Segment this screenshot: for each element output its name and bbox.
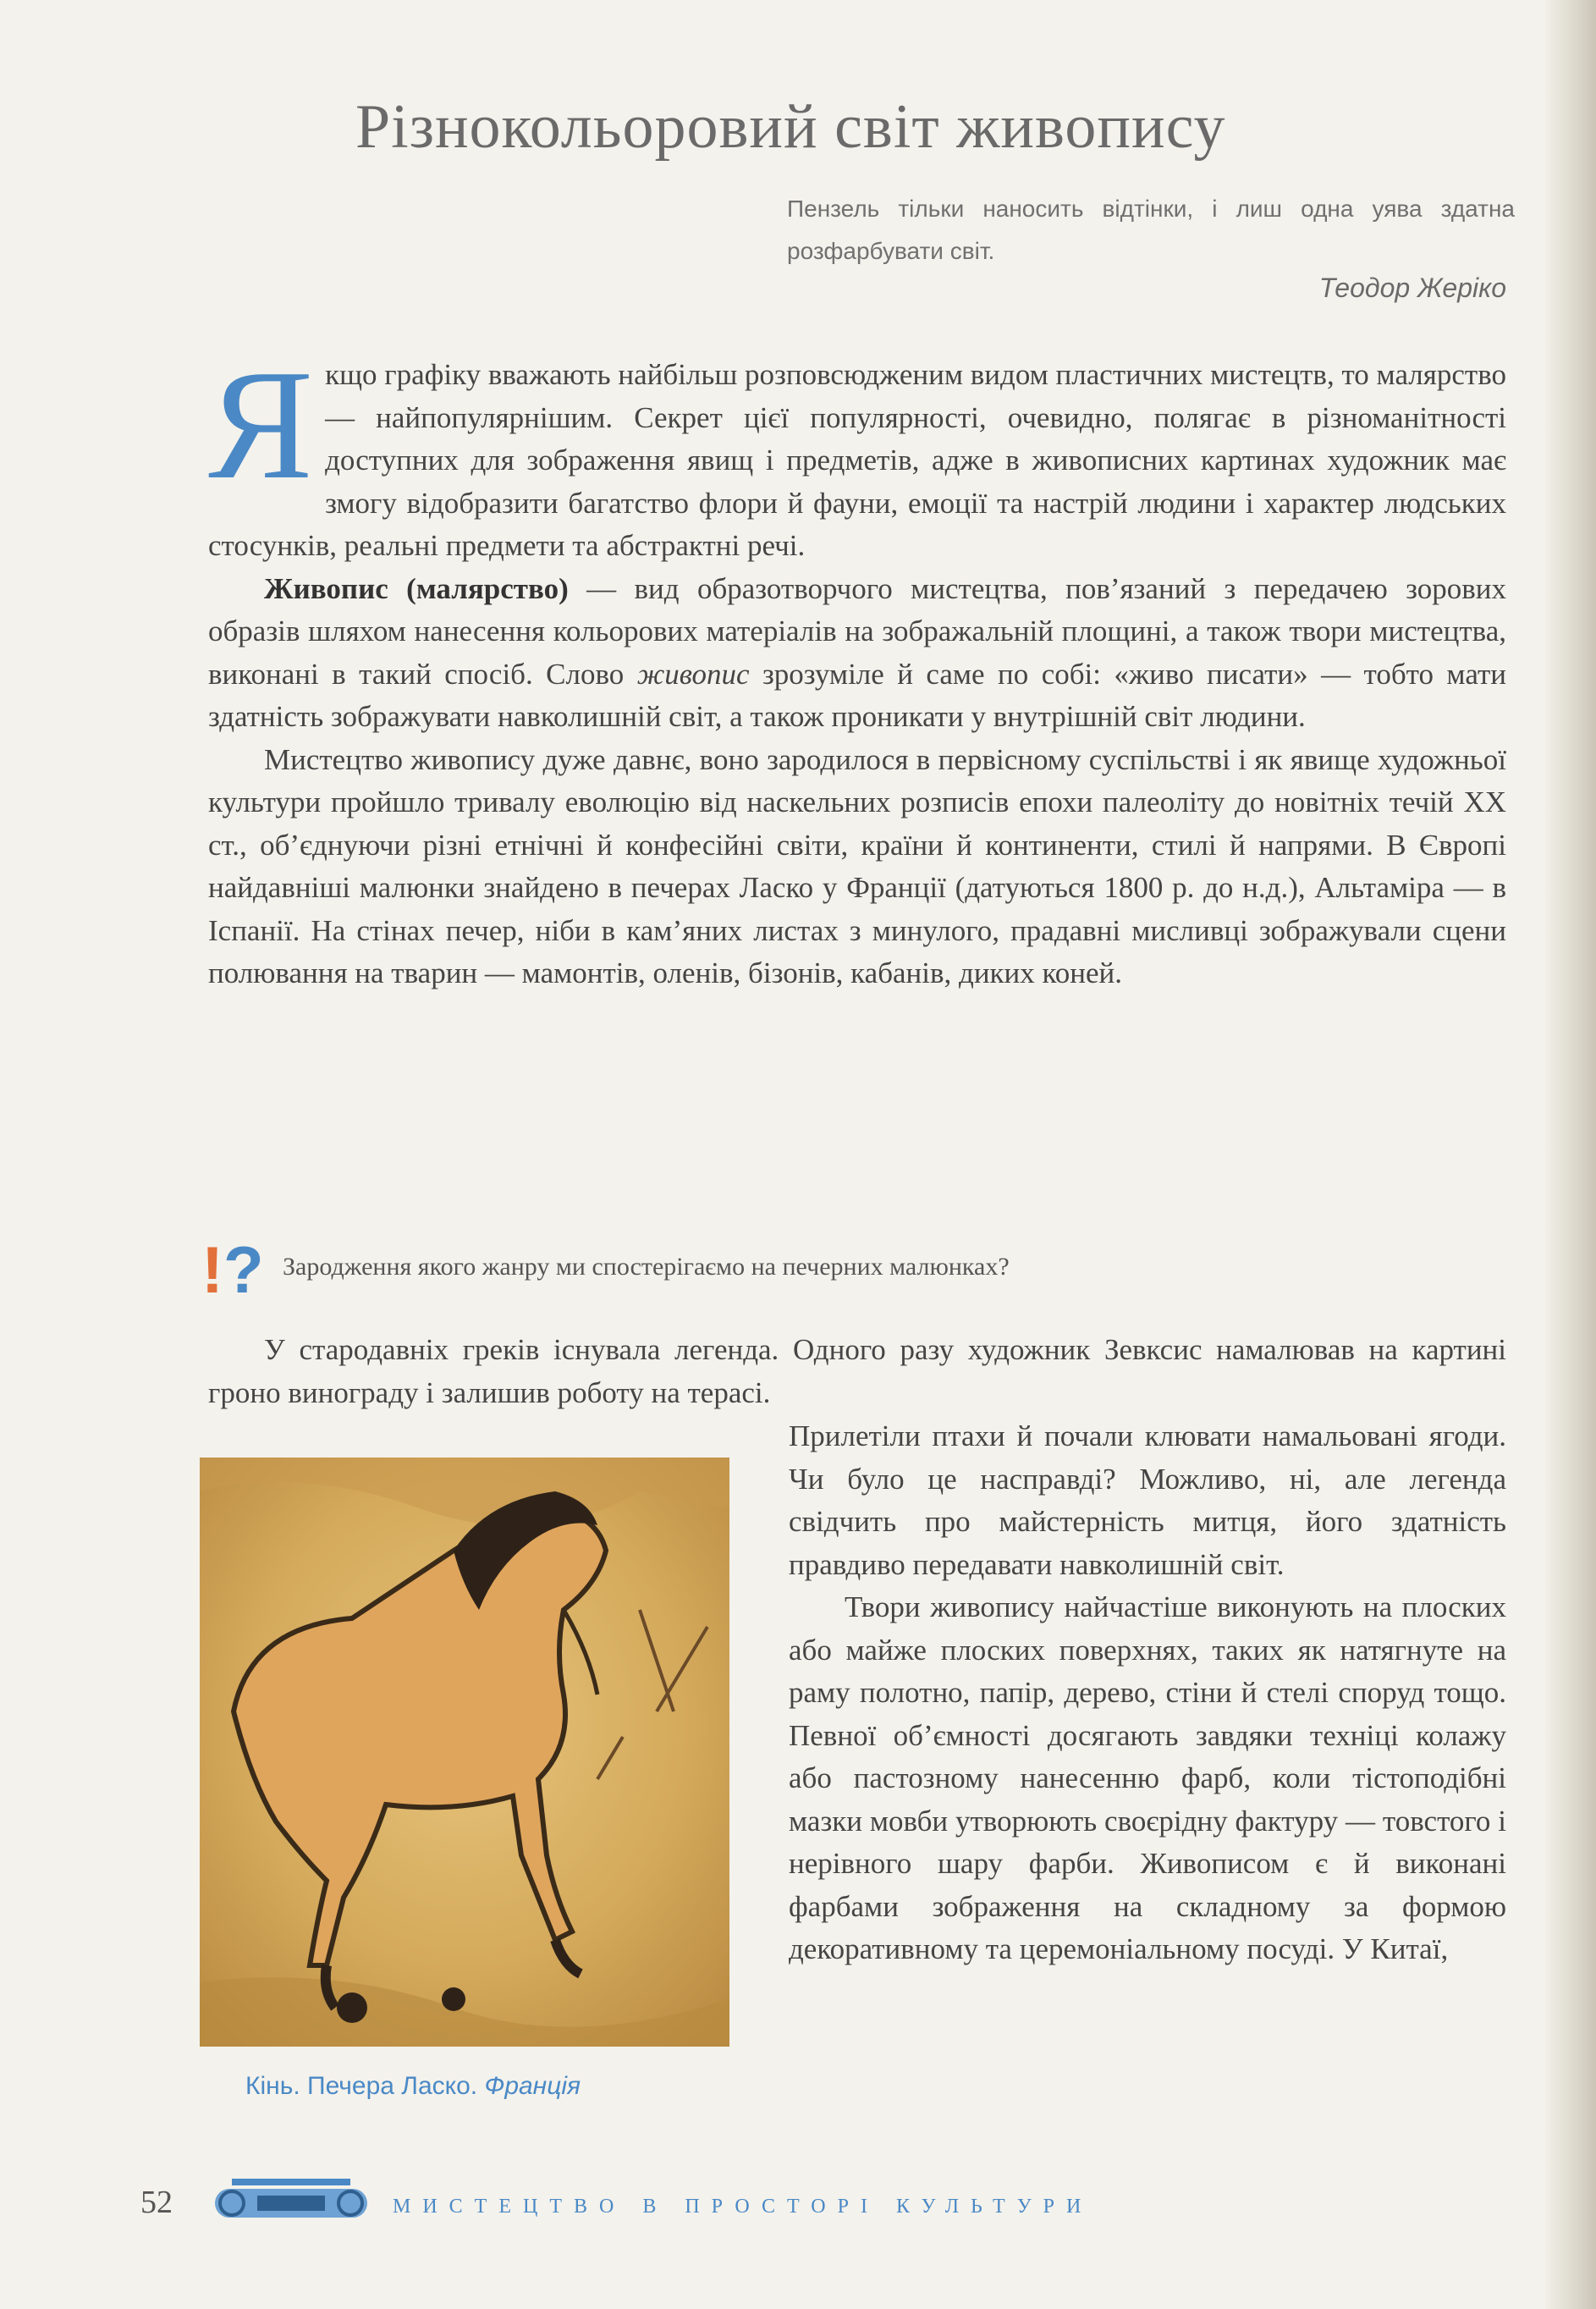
figure-caption: Кінь. Печера Ласко. Франція xyxy=(245,2072,581,2100)
story-legend-text: Прилетіли птахи й почали клювати намальовані ягоди. Чи було це насправді? Можливо, ні, але легенда свідчить про майстерність митця, його здатність правдиво передавати навколишній світ. xyxy=(789,1419,1506,1581)
paragraph-definition xyxy=(208,568,1506,739)
page-title: Різнокольоровий світ живопису xyxy=(355,92,1226,162)
story-intro-text: У стародавніх греків існувала легенда. Одного разу художник Зевксис намалював на картині гроно винограду і залишив роботу на терасі. xyxy=(208,1333,1506,1409)
word-zhyvopys: живопис xyxy=(636,657,750,691)
page-number: 52 xyxy=(140,2185,173,2220)
epigraph-quote: Пензель тільки наносить відтінки, і лиш одна уява здатна розфарбувати світ. xyxy=(787,196,1515,264)
page-edge-shadow xyxy=(1545,0,1596,2309)
question-text: Зародження якого жанру ми спостерігаємо на печерних малюнках? xyxy=(283,1253,1010,1281)
running-title: МИСТЕЦТВО В ПРОСТОРІ КУЛЬТУРИ xyxy=(393,2196,1093,2218)
epigraph-author: Теодор Жеріко xyxy=(1318,273,1506,303)
cave-painting-horse-image xyxy=(200,1458,729,2047)
question-icon: !? xyxy=(201,1232,264,1307)
paragraph-intro xyxy=(208,338,1506,568)
definition-text-2: зрозуміле й саме по собі: «живо писати» — тобто мати здатність зображувати навколишній світ, а також проникати у внутрішній світ людини. xyxy=(208,657,1506,733)
footer-ornament-icon xyxy=(206,2174,376,2228)
paragraph-history: Мистецтво живопису дуже давнє, воно зародилося в первісному суспільстві і як явище художньої культури пройшло тривалу еволюцію від наскельних розписів епохи палеоліту до новітніх течій XX ст., об’єднуючи різні етнічні й конфесійні світи, країни й континенти, стилі й напрями. В Європі найдавніші малюнки знайдено в печерах Ласко у Франції (датуються 1800 р. до н.д.), Альтаміра — в Іспанії. На стінах печер, ніби в кам’яних листах з минулого, прадавні мисливці зображували сцени полювання на тварин — мамонтів, оленів, бізонів, кабанів, диких коней. xyxy=(208,742,1506,989)
definition-text-1: — вид образотворчого мистецтва, пов’язаний з передачею зорових образів шляхом нанесення кольорових матеріалів на зображальній площині, а також твори мистецтва, виконані в такий спосіб. Слово xyxy=(208,571,1506,691)
main-text xyxy=(208,338,1506,995)
story-column xyxy=(789,1415,1506,1971)
story-surfaces-text: Твори живопису найчастіше виконують на плоских або майже плоских поверхнях, таких як натягнуте на раму полотно, папір, дерево, стіни й стелі споруд тощо. Певної об’ємності досягають завдяки техніці колажу або пастозному нанесенню фарб, коли тістоподібні мазки мовби утворюють своєрідну фактуру — товстого і нерівного шару фарби. Живописом є й виконані фарбами зображення на складному за формою декоративному та церемоніальному посуді. У Китаї, xyxy=(789,1590,1506,1965)
drop-cap: Я xyxy=(208,338,314,512)
paragraph-intro-text: кщо графіку вважають найбільш розповсюдженим видом пластичних мистецтв, то малярство — найпопулярнішим. Секрет цієї популярності, очевидно, полягає в різноманітності доступних для зображення явищ і предметів, адже в живописних картинах художник має змогу відобразити багатство флори й фауни, емоції та настрій людини і характер людських стосунків, реальні предмети та абстрактні речі. xyxy=(208,358,1506,562)
horse-painting-icon xyxy=(200,1458,729,2047)
story-intro xyxy=(208,1329,1506,1414)
question-block xyxy=(201,1232,1505,1307)
term-painting: Живопис (малярство) xyxy=(264,571,569,605)
